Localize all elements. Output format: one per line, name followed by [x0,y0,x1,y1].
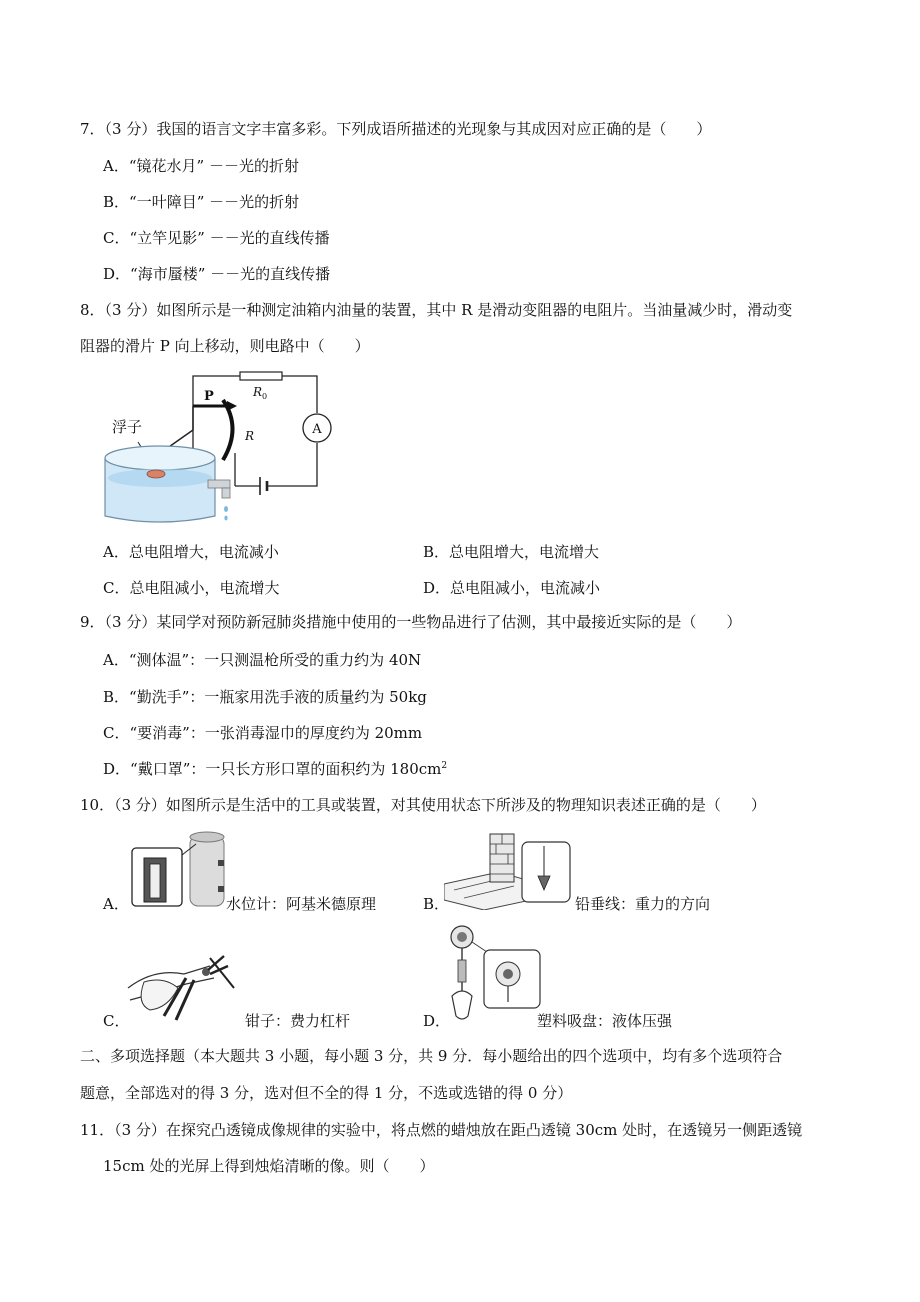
float-label: 浮子 [112,418,143,436]
q7-option-c: C．“立竿见影” －－光的直线传播 [103,229,330,247]
section2-heading-line1: 二、多项选择题（本大题共 3 小题，每小题 3 分，共 9 分．每小题给出的四个选项中，均有多个选项符合 [80,1047,783,1065]
q9-option-b: B．“勤洗手”：一瓶家用洗手液的质量约为 50kg [103,688,427,706]
q8-stem-line1: 8．（3 分）如图所示是一种测定油箱内油量的装置，其中 R 是滑动变阻器的电阻片。当油量减少时，滑动变 [80,301,793,319]
fixed-resistor-subscript: 0 [262,392,268,401]
q10-option-c-letter: C． [103,1012,130,1030]
q10-stem: 10．（3 分）如图所示是生活中的工具或装置，对其使用状态下所涉及的物理知识表述正确的是（ ） [80,796,766,814]
q9-option-d-text: D．“戴口罩”：一只长方形口罩的面积约为 180cm [103,760,442,778]
fixed-resistor-icon [240,372,282,380]
q9-option-d [103,759,447,779]
slider-label: P [204,389,214,404]
q9-option-a: A．“测体温”：一只测温枪所受的重力约为 40N [103,651,422,669]
float-icon [147,470,165,478]
q9-option-c: C．“要消毒”：一张消毒湿巾的厚度约为 20mm [103,724,423,742]
q8-option-b: B．总电阻增大，电流增大 [423,543,600,561]
water-level-gauge-figure [130,830,230,910]
q8-option-c: C．总电阻减小，电流增大 [103,579,280,597]
q7-stem: 7．（3 分）我国的语言文字丰富多彩。下列成语所描述的光现象与其成因对应正确的是（ ） [80,120,712,138]
fixed-resistor-label: R [253,385,263,399]
q11-stem-line2: 15cm 处的光屏上得到烛焰清晰的像。则（ ） [103,1157,435,1175]
q7-option-d: D．“海市蜃楼” －－光的直线传播 [103,265,331,283]
q10-option-a-caption: 水位计：阿基米德原理 [226,895,377,913]
q8-stem-line2: 阻器的滑片 P 向上移动，则电路中（ ） [80,337,370,355]
q7-option-a: A．“镜花水月” －－光的折射 [103,157,299,175]
ammeter-label: A [312,422,322,437]
q9-option-d-superscript: 2 [441,761,448,771]
pliers-figure [124,948,240,1024]
q8-option-d: D．总电阻减小，电流减小 [423,579,601,597]
q10-option-b-letter: B． [423,895,450,913]
q10-option-a-letter: A． [103,895,129,913]
q7-option-b: B．“一叶障目” －－光的折射 [103,193,300,211]
q10-option-b-caption: 铅垂线：重力的方向 [575,895,711,913]
q10-option-c-caption: 钳子：费力杠杆 [245,1012,351,1030]
suction-cup-figure [444,924,544,1028]
resistor-label: R [245,429,255,443]
q11-stem-line1: 11．（3 分）在探究凸透镜成像规律的实验中，将点燃的蜡烛放在距凸透镜 30cm 处时，在透镜另一侧距透镜 [80,1121,803,1139]
section2-heading-line2: 题意，全部选对的得 3 分，选对但不全的得 1 分，不选或选错的得 0 分） [80,1084,573,1102]
q10-option-d-letter: D． [423,1012,451,1030]
plumb-line-figure [444,828,574,910]
oil-gauge-circuit-figure [100,368,340,528]
q10-option-d-caption: 塑料吸盘：液体压强 [537,1012,673,1030]
slider-arrow-icon [227,401,237,411]
q8-option-a: A．总电阻增大，电流减小 [103,543,279,561]
tap-icon [208,480,230,488]
q9-stem: 9．（3 分）某同学对预防新冠肺炎措施中使用的一些物品进行了估测，其中最接近实际的是（ ） [80,613,742,631]
